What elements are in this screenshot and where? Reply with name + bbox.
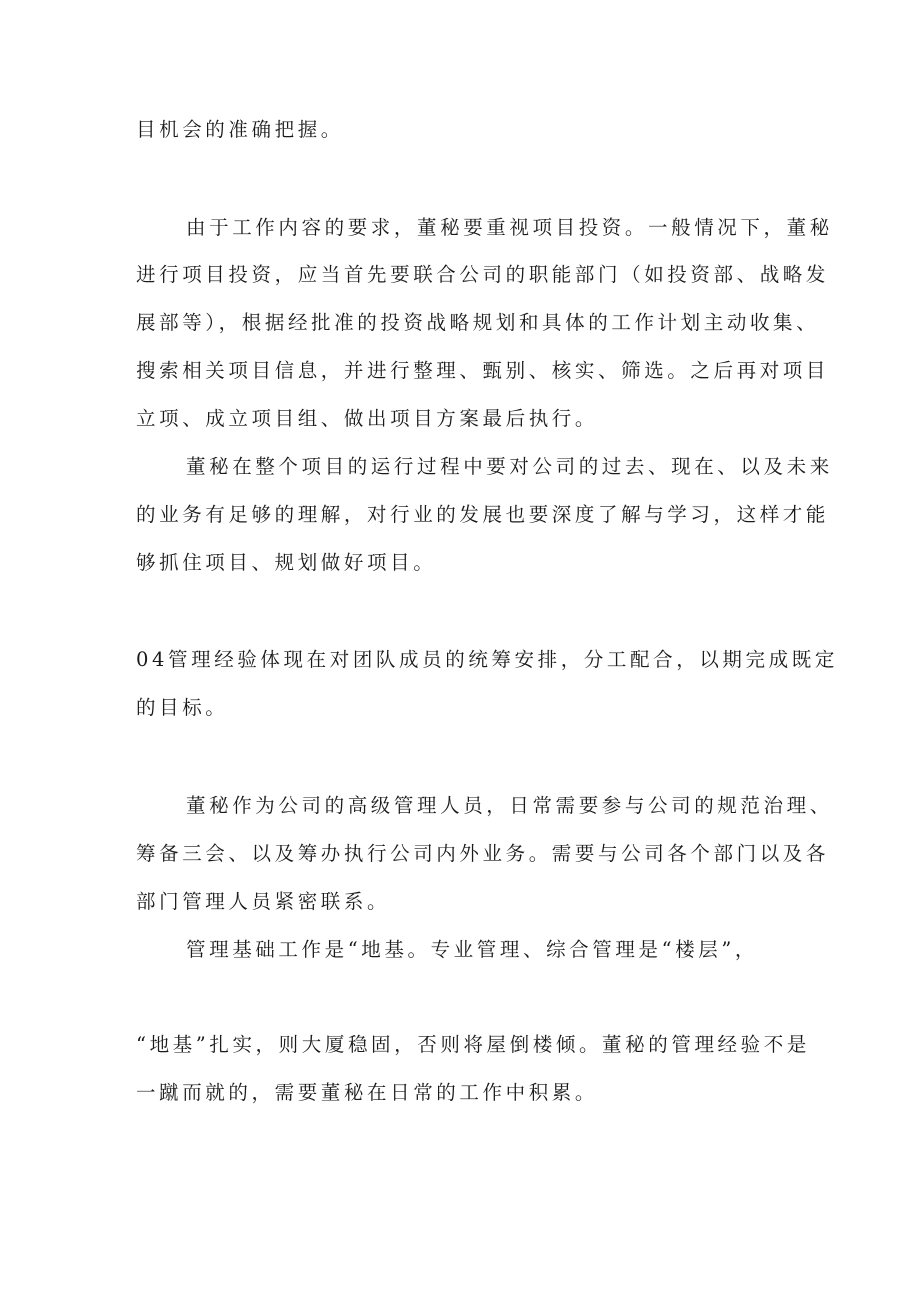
text-line: “地基”扎实，则大厦稳固，否则将屋倒楼倾。董秘的管理经验不是 — [136, 1033, 810, 1056]
text-line: 展部等），根据经批准的投资战略规划和具体的工作计划主动收集、 — [136, 311, 820, 334]
section-heading: 04管理经验体现在对团队成员的统筹安排，分工配合，以期完成既定 — [136, 648, 838, 671]
text-line: 的业务有足够的理解，对行业的发展也要深度了解与学习，这样才能 — [136, 503, 830, 526]
text-line: 一蹴而就的，需要董秘在日常的工作中积累。 — [136, 1081, 599, 1104]
text-line: 董秘作为公司的高级管理人员，日常需要参与公司的规范治理、 — [186, 794, 833, 817]
text-line: 筹备三会、以及筹办执行公司内外业务。需要与公司各个部门以及各 — [136, 842, 830, 865]
section-heading-continuation: 的目标。 — [136, 696, 229, 719]
text-line: 立项、成立项目组、做出项目方案最后执行。 — [136, 407, 599, 430]
text-line: 进行项目投资，应当首先要联合公司的职能部门（如投资部、战略发 — [136, 263, 830, 286]
text-line: 由于工作内容的要求，董秘要重视项目投资。一般情况下，董秘 — [186, 216, 833, 239]
text-line: 目机会的准确把握。 — [136, 118, 344, 141]
text-line: 搜索相关项目信息，并进行整理、甄别、核实、筛选。之后再对项目 — [136, 359, 830, 382]
text-line: 董秘在整个项目的运行过程中要对公司的过去、现在、以及未来 — [186, 455, 833, 478]
text-line: 够抓住项目、规划做好项目。 — [136, 551, 437, 574]
text-line: 部门管理人员紧密联系。 — [136, 890, 391, 913]
text-line: 管理基础工作是“地基。专业管理、综合管理是“楼层”， — [186, 938, 759, 961]
